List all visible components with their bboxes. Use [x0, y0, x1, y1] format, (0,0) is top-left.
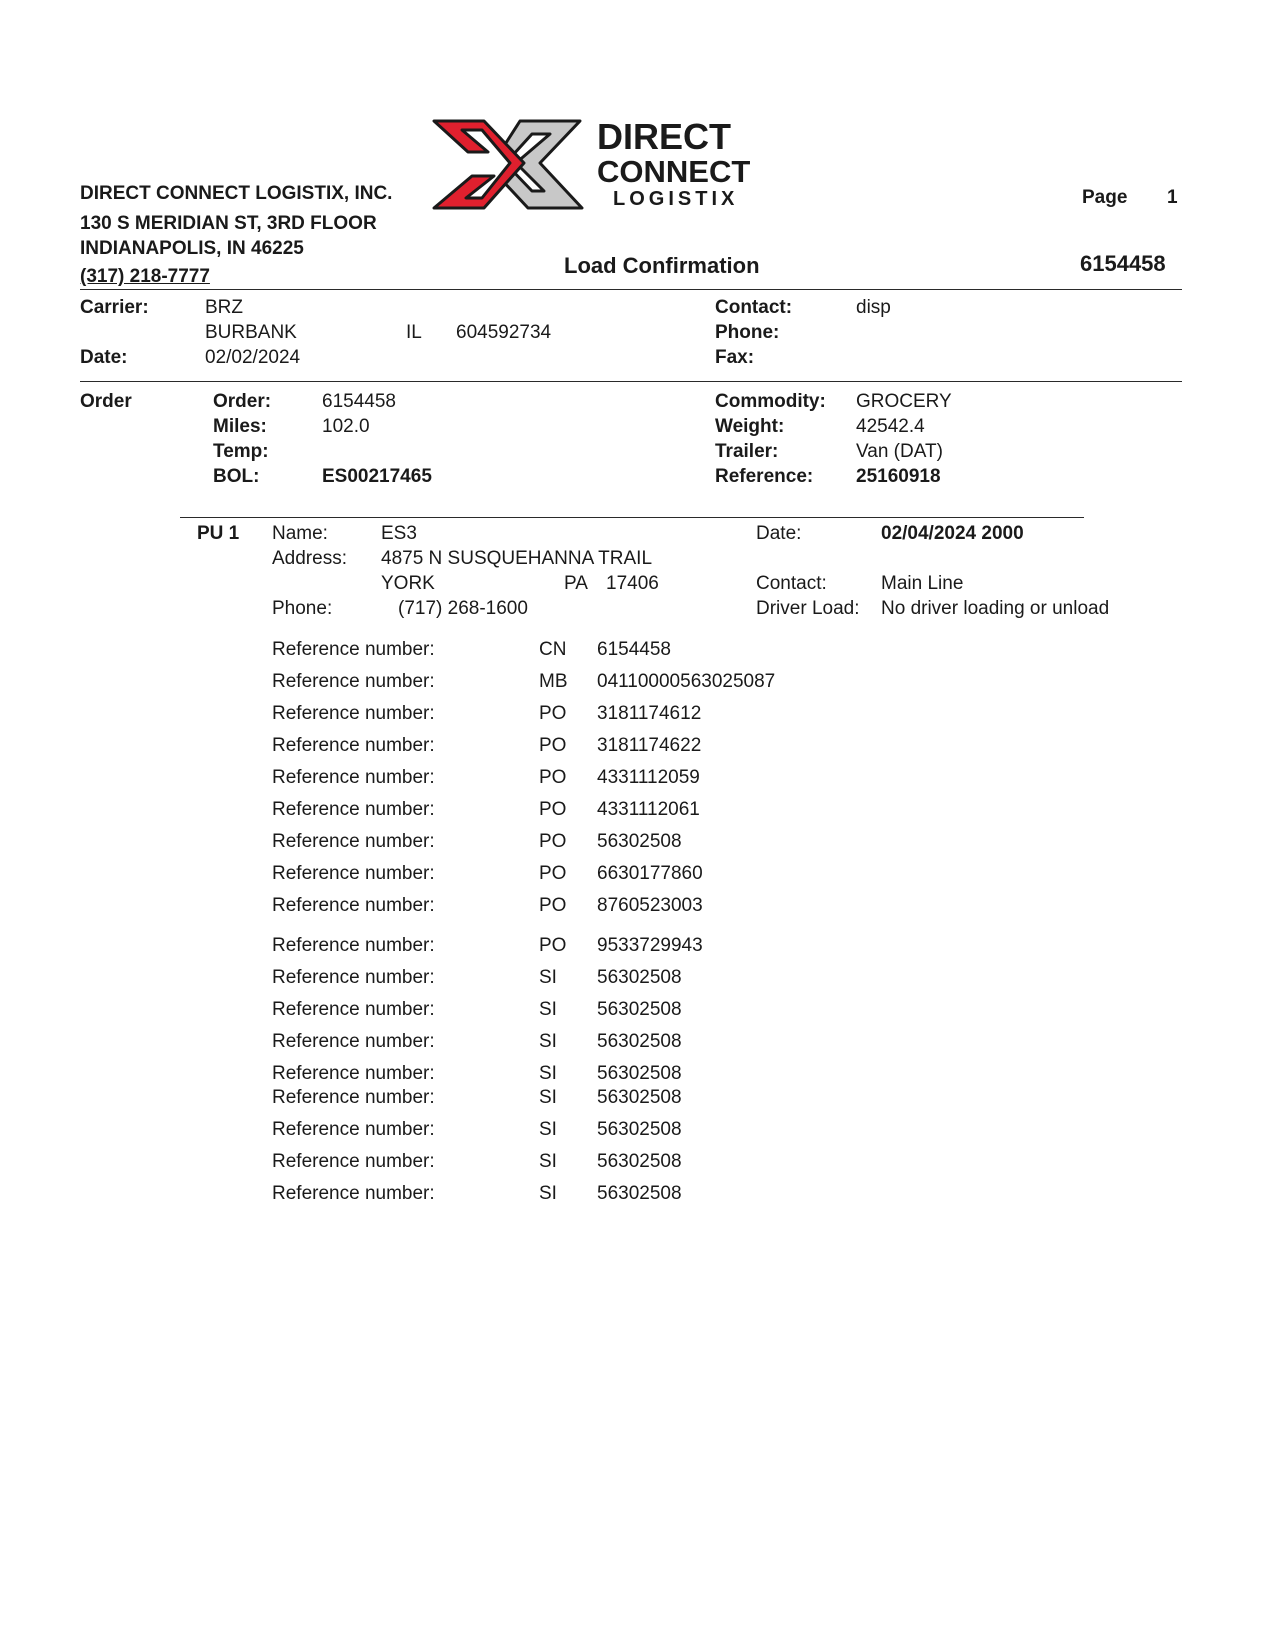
reference-number-label: Reference number: [272, 1063, 435, 1084]
reference-value: 56302508 [597, 1119, 682, 1140]
carrier-contact: disp [856, 297, 891, 318]
carrier-city: BURBANK [205, 322, 297, 343]
temp-label: Temp: [213, 441, 269, 462]
reference-number-label: Reference number: [272, 1119, 435, 1140]
reference-type: PO [539, 863, 567, 884]
reference-value: 56302508 [597, 999, 682, 1020]
bol-label: BOL: [213, 466, 260, 487]
reference-value: 6154458 [597, 639, 671, 660]
weight-value: 42542.4 [856, 416, 925, 437]
reference-value: 9533729943 [597, 935, 703, 956]
page-label: Page [1082, 187, 1128, 208]
reference-number-label: Reference number: [272, 863, 435, 884]
trailer-value: Van (DAT) [856, 441, 943, 462]
pickup-date: 02/04/2024 2000 [881, 523, 1024, 544]
reference-type: SI [539, 1151, 557, 1172]
carrier-date-label: Date: [80, 347, 128, 368]
company-logo [432, 116, 772, 221]
reference-value: 3181174612 [597, 703, 702, 724]
reference-number-label: Reference number: [272, 735, 435, 756]
pickup-state: PA [564, 573, 588, 594]
pickup-phone: (717) 268-1600 [398, 598, 528, 619]
reference-type: SI [539, 1183, 557, 1204]
reference-number-label: Reference number: [272, 671, 435, 692]
pickup-street: 4875 N SUSQUEHANNA TRAIL [381, 548, 653, 569]
reference-number-label: Reference number: [272, 935, 435, 956]
reference-type: SI [539, 1031, 557, 1052]
pickup-date-label: Date: [756, 523, 802, 544]
company-address-line2: INDIANAPOLIS, IN 46225 [80, 238, 304, 259]
reference-value: 56302508 [597, 831, 682, 852]
reference-value: 04110000563025087 [597, 671, 776, 692]
carrier-contact-label: Contact: [715, 297, 793, 318]
reference-type: SI [539, 999, 557, 1020]
reference-type: SI [539, 1119, 557, 1140]
reference-type: PO [539, 895, 567, 916]
reference-value: 56302508 [597, 1063, 682, 1084]
reference-value: 25160918 [856, 466, 941, 487]
header-divider [80, 289, 1182, 290]
carrier-label: Carrier: [80, 297, 149, 318]
reference-number-label: Reference number: [272, 895, 435, 916]
pickup-driver-load-label: Driver Load: [756, 598, 860, 619]
reference-value: 56302508 [597, 1151, 682, 1172]
pickup-phone-label: Phone: [272, 598, 333, 619]
reference-type: CN [539, 639, 567, 660]
carrier-date: 02/02/2024 [205, 347, 301, 368]
reference-type: PO [539, 735, 567, 756]
reference-type: PO [539, 935, 567, 956]
reference-type: SI [539, 1087, 557, 1108]
reference-number-label: Reference number: [272, 1151, 435, 1172]
reference-number-label: Reference number: [272, 967, 435, 988]
reference-label: Reference: [715, 466, 814, 487]
pickup-name: ES3 [381, 523, 417, 544]
order-section-label: Order [80, 391, 132, 412]
reference-type: PO [539, 799, 567, 820]
reference-number-label: Reference number: [272, 799, 435, 820]
reference-value: 4331112061 [597, 799, 700, 820]
reference-number-label: Reference number: [272, 1183, 435, 1204]
company-phone: (317) 218-7777 [80, 266, 210, 287]
reference-type: PO [539, 767, 567, 788]
reference-value: 8760523003 [597, 895, 703, 916]
reference-type: PO [539, 831, 567, 852]
reference-type: SI [539, 967, 557, 988]
logo-word-logistix: LOGISTIX [613, 188, 739, 210]
reference-value: 6630177860 [597, 863, 703, 884]
reference-value: 56302508 [597, 1031, 682, 1052]
logo-x-mark-icon [432, 116, 772, 216]
reference-number-label: Reference number: [272, 999, 435, 1020]
pickup-address-label: Address: [272, 548, 347, 569]
carrier-fax-label: Fax: [715, 347, 755, 368]
reference-value: 56302508 [597, 1183, 682, 1204]
logo-word-connect: CONNECT [597, 154, 751, 189]
pickup-name-label: Name: [272, 523, 328, 544]
company-address-line1: 130 S MERIDIAN ST, 3RD FLOOR [80, 213, 377, 234]
commodity-value: GROCERY [856, 391, 952, 412]
carrier-phone-label: Phone: [715, 322, 780, 343]
company-name: DIRECT CONNECT LOGISTIX, INC. [80, 183, 393, 204]
reference-number-label: Reference number: [272, 703, 435, 724]
reference-value: 3181174622 [597, 735, 702, 756]
carrier-zip: 604592734 [456, 322, 552, 343]
reference-number-label: Reference number: [272, 639, 435, 660]
reference-type: PO [539, 703, 567, 724]
trailer-label: Trailer: [715, 441, 779, 462]
carrier-state: IL [406, 322, 422, 343]
reference-type: SI [539, 1063, 557, 1084]
logo-word-direct: DIRECT [597, 116, 731, 157]
document-number: 6154458 [1080, 251, 1166, 276]
pickup-contact: Main Line [881, 573, 964, 594]
pickup-stop-label: PU 1 [197, 523, 240, 544]
page-number: 1 [1167, 187, 1178, 208]
order-number: 6154458 [322, 391, 396, 412]
reference-type: MB [539, 671, 568, 692]
pickup-city: YORK [381, 573, 435, 594]
reference-number-label: Reference number: [272, 767, 435, 788]
commodity-label: Commodity: [715, 391, 826, 412]
pickup-zip: 17406 [606, 573, 659, 594]
reference-value: 56302508 [597, 967, 682, 988]
miles-label: Miles: [213, 416, 267, 437]
carrier-name: BRZ [205, 297, 243, 318]
reference-number-label: Reference number: [272, 1031, 435, 1052]
bol-value: ES00217465 [322, 466, 432, 487]
pickup-contact-label: Contact: [756, 573, 827, 594]
document-title: Load Confirmation [564, 253, 760, 278]
reference-value: 4331112059 [597, 767, 700, 788]
weight-label: Weight: [715, 416, 785, 437]
pickup-divider [180, 517, 1084, 518]
reference-number-label: Reference number: [272, 831, 435, 852]
carrier-divider [80, 381, 1182, 382]
reference-number-label: Reference number: [272, 1087, 435, 1108]
pickup-driver-load: No driver loading or unload [881, 598, 1110, 619]
miles-value: 102.0 [322, 416, 370, 437]
order-label: Order: [213, 391, 272, 412]
reference-value: 56302508 [597, 1087, 682, 1108]
